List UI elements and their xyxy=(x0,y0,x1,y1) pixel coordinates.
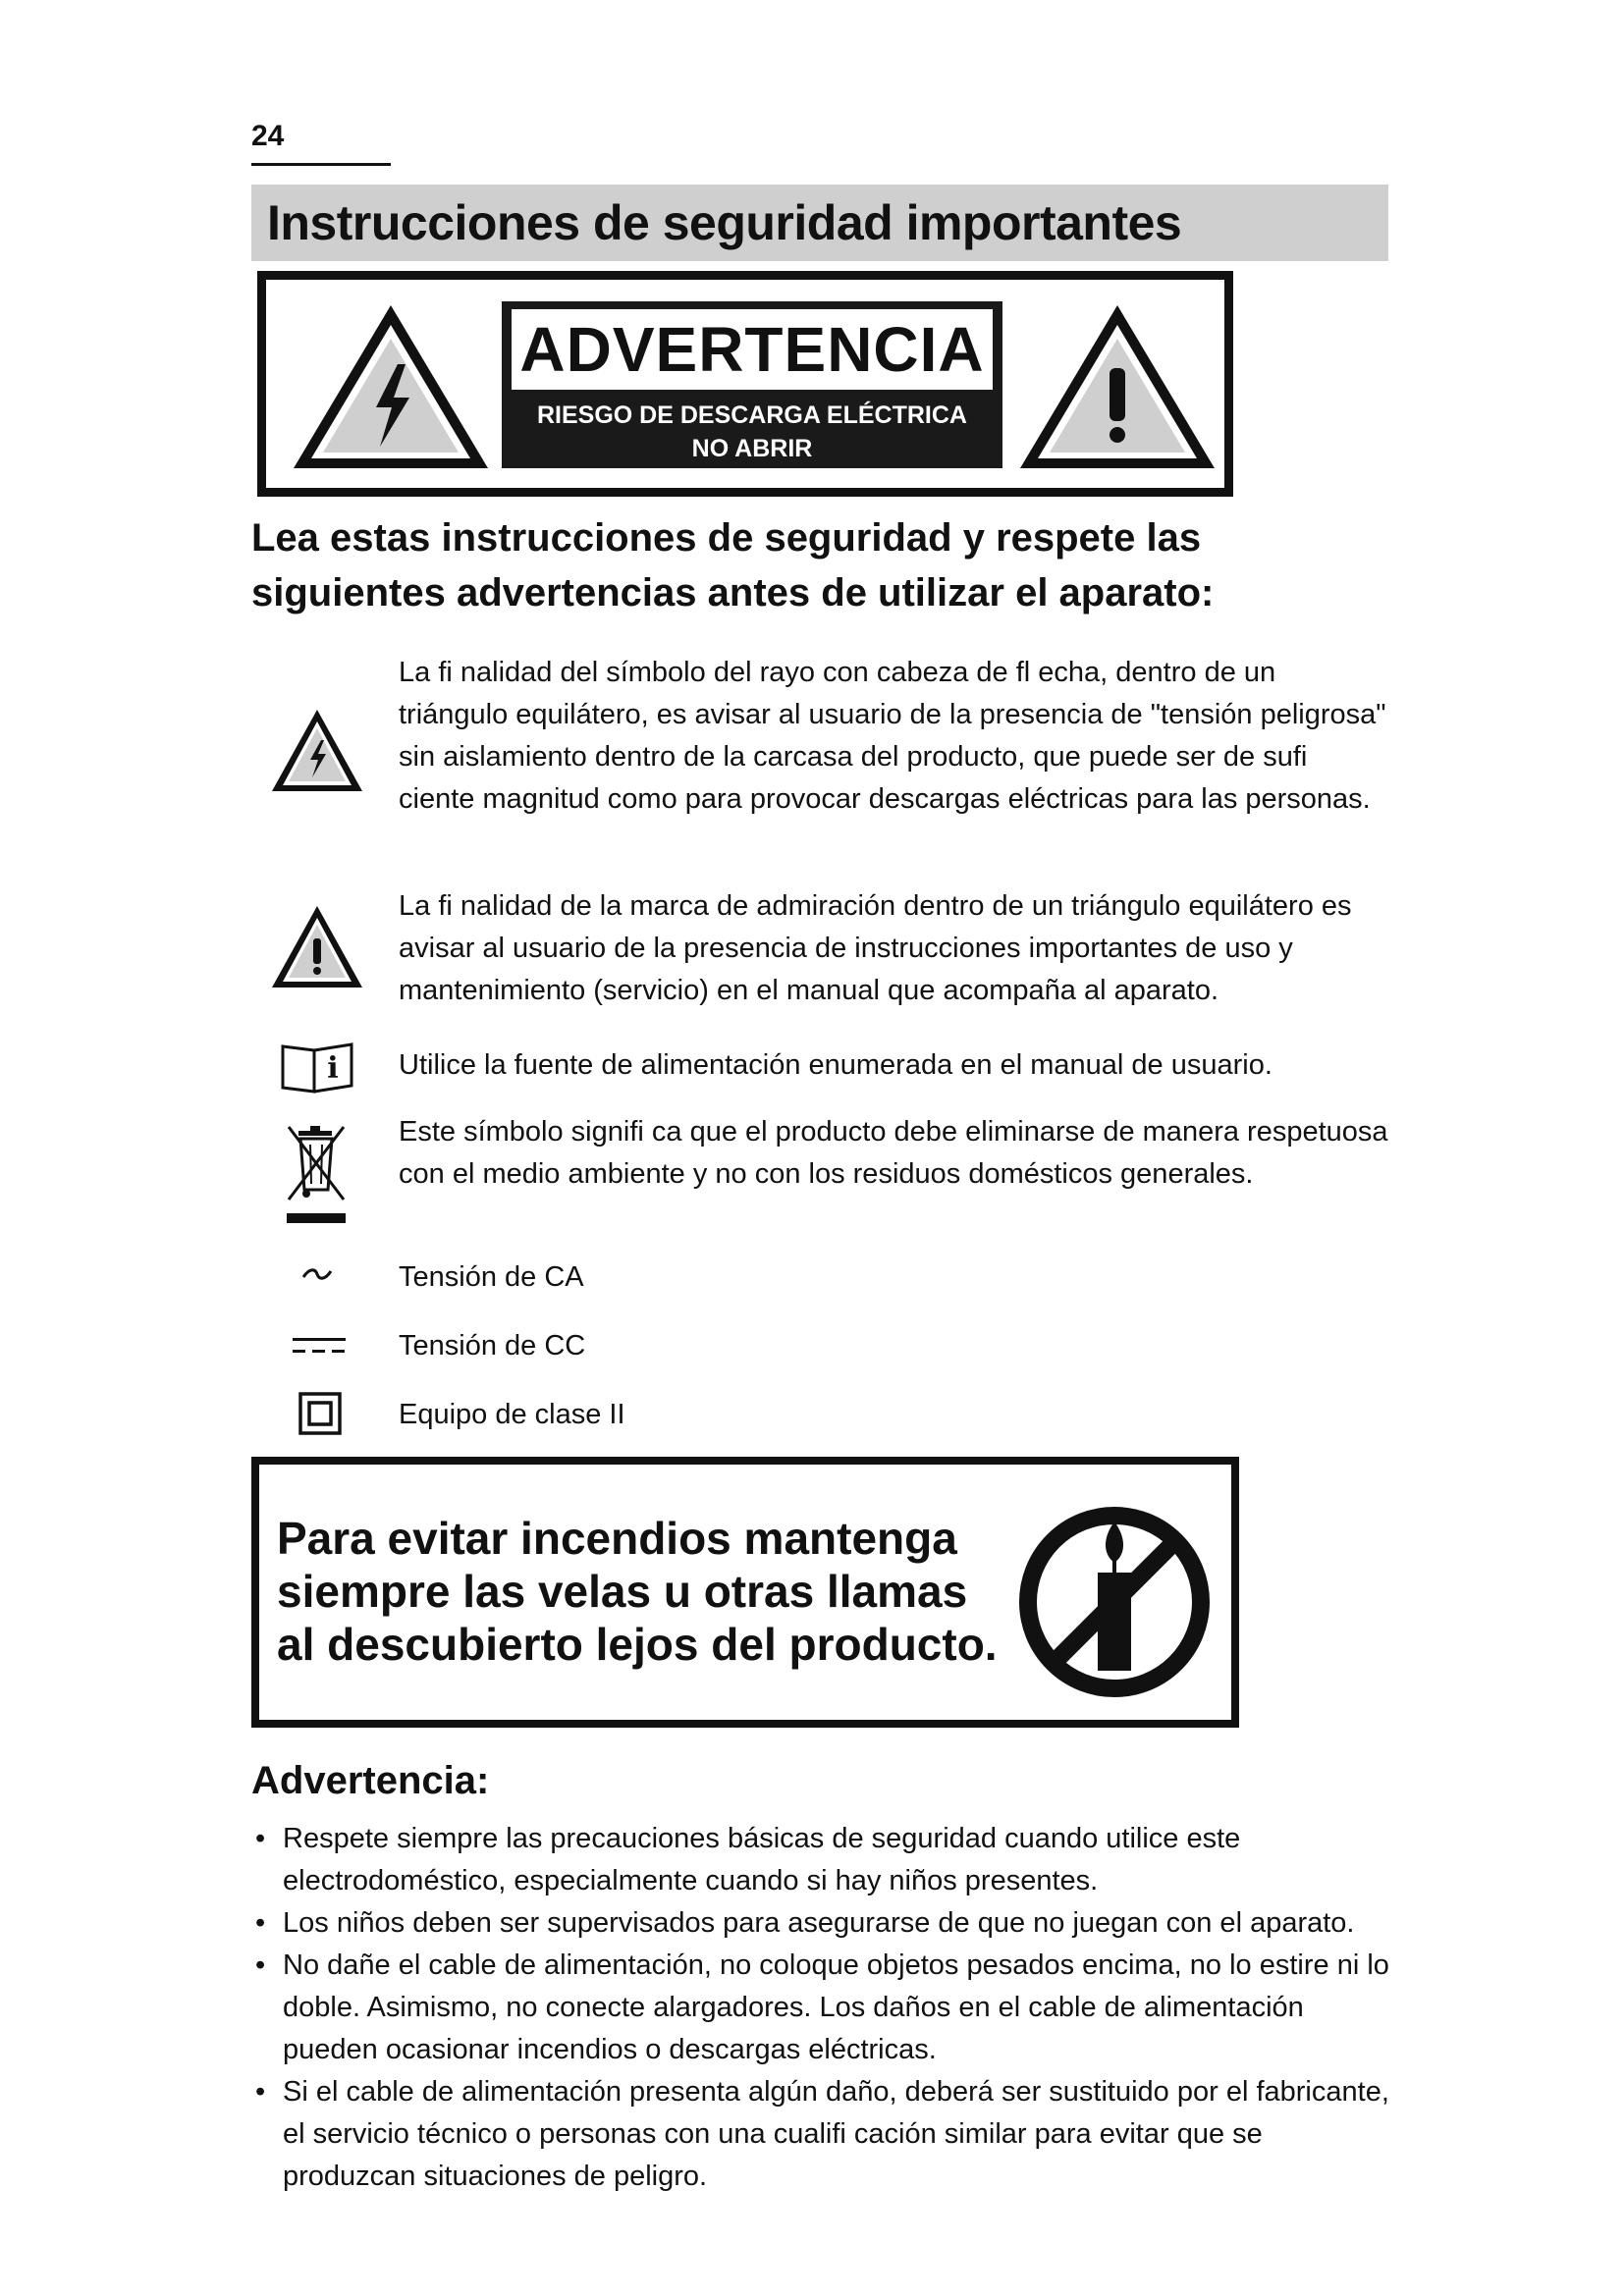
manual-info-icon xyxy=(279,1041,355,1095)
symbol-text-weee: Este símbolo signifi ca que el producto debe eliminarse de manera respetuosa con el medio ambiente y no con los residuos domésticos generales. xyxy=(399,1116,1388,1190)
warning-item: • Los niños deben ser supervisados para asegurarse de que no juegan con el aparato. xyxy=(251,1902,1390,1945)
lightning-triangle-icon xyxy=(288,299,494,474)
symbol-text-class-ii: Equipo de clase II xyxy=(399,1399,625,1430)
symbol-row-exclamation xyxy=(251,885,1390,1013)
warning-label xyxy=(502,301,1002,468)
exclamation-triangle-icon xyxy=(1014,299,1220,474)
warning-item: • No dañe el cable de alimentación, no coloque objetos pesados encima, no lo estire ni lo doble. Asimismo, no conecte alargadores. Los daños en el cable de alimentación pueden ocasionar incendios o descargas eléctricas. xyxy=(251,1945,1390,2071)
warning-banner xyxy=(257,271,1233,497)
symbol-row-dc xyxy=(251,1321,1390,1368)
warning-item: • Respete siempre las precauciones básicas de seguridad cuando utilice este electrodoméstico, especialmente cuando si hay niños presentes. xyxy=(251,1818,1390,1902)
dc-voltage-icon xyxy=(291,1335,348,1357)
intro-heading: Lea estas instrucciones de seguridad y respete las siguientes advertencias antes de utilizar el aparato: xyxy=(251,516,1215,614)
symbol-text-lightning: La fi nalidad del símbolo del rayo con cabeza de fl echa, dentro de un triángulo equilátero, es avisar al usuario de la presencia de "tensión peligrosa" sin aislamiento dentro de la carcasa del producto, que puede ser de sufi ciente magnitud como para provocar descargas eléctricas para las personas. xyxy=(399,657,1386,815)
fire-notice-box xyxy=(251,1457,1239,1728)
symbol-row-weee xyxy=(251,1111,1390,1239)
warning-list xyxy=(251,1818,1390,2198)
page-title: Instrucciones de seguridad importantes xyxy=(267,195,1182,250)
lightning-triangle-icon xyxy=(269,707,365,795)
title-bar xyxy=(251,185,1388,261)
svg-text:i: i xyxy=(327,1051,339,1086)
symbol-text-ac: Tensión de CA xyxy=(399,1261,584,1293)
warning-word: ADVERTENCIA xyxy=(519,314,985,385)
warning-heading: Advertencia: xyxy=(251,1759,490,1802)
page-number-rule xyxy=(251,163,391,166)
warning-item: • Si el cable de alimentación presenta algún daño, deberá ser sustituido por el fabricante, el servicio técnico o personas con una cualifi cación similar para evitar que se produzcan situaciones de peligro. xyxy=(251,2071,1390,2198)
warning-line-1: RIESGO DE DESCARGA ELÉCTRICA xyxy=(536,401,967,429)
crossed-bin-icon xyxy=(285,1123,348,1229)
symbol-text-manual: Utilice la fuente de alimentación enumerada en el manual de usuario. xyxy=(399,1049,1272,1081)
exclamation-triangle-icon xyxy=(269,903,365,991)
fire-notice-text: Para evitar incendios mantenga siempre las velas u otras llamas al descubierto lejos del producto. xyxy=(277,1513,998,1670)
symbol-row-manual xyxy=(251,1041,1390,1095)
ac-tilde-icon xyxy=(300,1264,334,1284)
warning-word-box xyxy=(512,309,993,390)
page-number: 24 xyxy=(251,120,285,152)
symbol-row-lightning xyxy=(251,652,1390,868)
class-ii-icon xyxy=(298,1392,342,1435)
symbol-text-dc: Tensión de CC xyxy=(399,1330,586,1362)
symbol-row-ac xyxy=(251,1253,1390,1300)
warning-line-2: NO ABRIR xyxy=(691,435,813,462)
symbol-row-class-ii xyxy=(251,1390,1390,1445)
no-candle-icon xyxy=(1001,1504,1227,1700)
symbol-text-exclamation: La fi nalidad de la marca de admiración dentro de un triángulo equilátero es avisar al usuario de la presencia de instrucciones importantes de uso y mantenimiento (servicio) en el manual que acompaña al aparato. xyxy=(399,890,1352,1006)
